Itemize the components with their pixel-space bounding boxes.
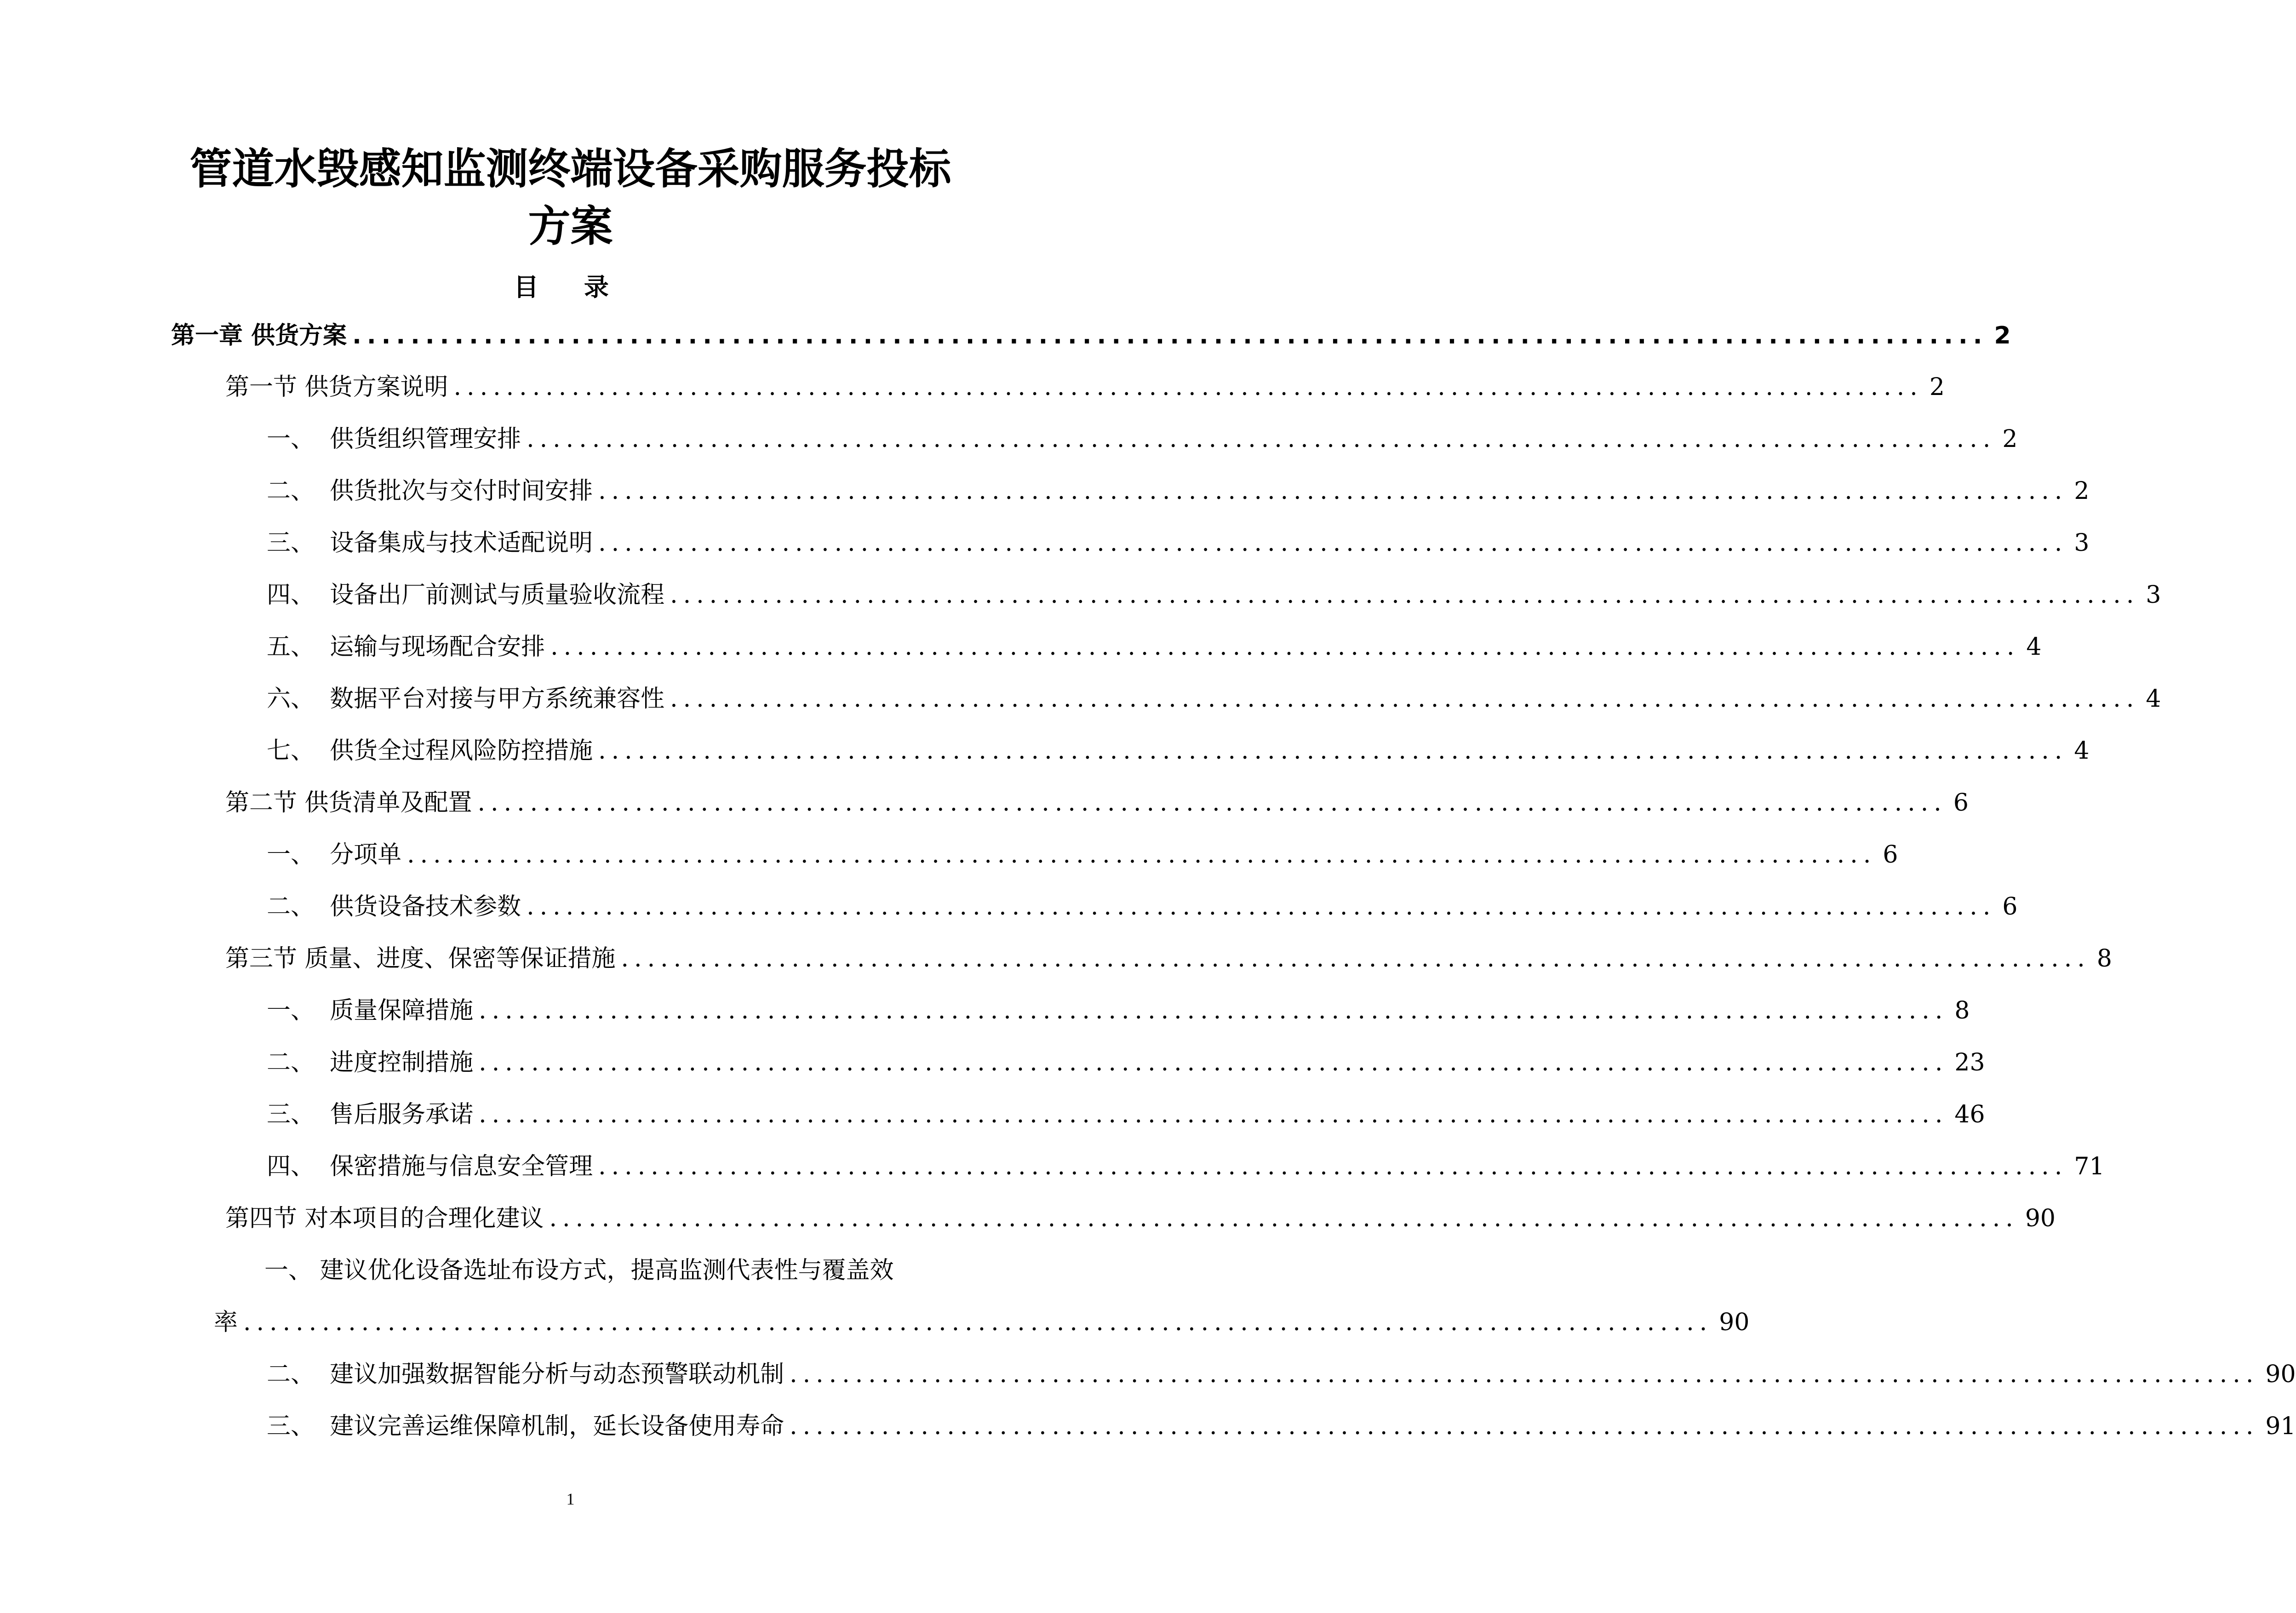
toc-entry-number: 三、 [267, 1101, 330, 1128]
toc-entry-item-continuation[interactable] [214, 1304, 1750, 1341]
toc-entry-label-continued: 率 [214, 1309, 238, 1336]
toc-dot-leader: ................................................................................................................ [477, 789, 1947, 817]
toc-entry-number: 五、 [267, 633, 330, 661]
toc-entry-item[interactable] [267, 888, 2018, 925]
toc-entry-page: 8 [2096, 945, 2112, 972]
toc-dot-leader: ................................................................................................................ [598, 477, 2068, 505]
toc-entry-number: 二、 [267, 893, 330, 921]
toc-dot-leader: ................................................................................................................ [670, 581, 2140, 609]
toc-entry-item[interactable] [267, 629, 2042, 665]
toc-dot-leader: ................................................................................................................ [598, 529, 2068, 557]
toc-entry-label: 第一章 供货方案 [171, 322, 347, 349]
toc-entry-label: 建议完善运维保障机制，延长设备使用寿命 [330, 1413, 784, 1440]
toc-entry-page: 6 [2002, 893, 2018, 921]
toc-entry-item[interactable] [267, 681, 2161, 717]
toc-entry-page: 6 [1883, 841, 1898, 869]
toc-dot-leader: ................................................................................................................ [243, 1309, 1713, 1336]
toc-entry-label: 第三节 质量、进度、保密等保证措施 [225, 945, 616, 972]
toc-entry-number: 四、 [267, 581, 330, 609]
toc-entry-item[interactable] [267, 1356, 2296, 1393]
toc-entry-section[interactable] [225, 1200, 2056, 1237]
toc-entry-page: 4 [2026, 633, 2042, 661]
toc-entry-page: 90 [2025, 1205, 2056, 1232]
document-title-line-1: 管道水毁感知监测终端设备采购服务投标 [189, 144, 951, 194]
toc-entry-number: 二、 [267, 1361, 330, 1388]
toc-dot-leader: ................................................................................................................ [549, 1205, 2019, 1232]
toc-entry-section[interactable] [225, 784, 1969, 821]
toc-entry-page: 4 [2074, 737, 2090, 765]
toc-entry-label: 质量保障措施 [330, 997, 474, 1024]
toc-entry-page: 2 [1929, 373, 1945, 401]
toc-entry-item[interactable] [267, 473, 2090, 509]
toc-dot-leader: ................................................................................................................ [479, 1049, 1948, 1076]
toc-dot-leader: ................................................................................................................ [598, 1153, 2068, 1180]
toc-entry-item[interactable] [267, 1044, 1985, 1081]
toc-entry-page: 2 [1994, 322, 2011, 349]
toc-entry-label: 建议加强数据智能分析与动态预警联动机制 [330, 1361, 784, 1388]
toc-entry-item-wrapped[interactable] [264, 1252, 973, 1289]
toc-entry-number: 一、 [267, 997, 330, 1024]
toc-entry-page: 90 [2265, 1361, 2296, 1388]
toc-entry-item[interactable] [267, 1408, 2296, 1445]
toc-dot-leader: ................................................................................................................ [527, 893, 1996, 921]
toc-entry-label: 售后服务承诺 [330, 1101, 474, 1128]
toc-entry-chapter[interactable] [171, 317, 2011, 354]
toc-entry-item[interactable] [267, 992, 1970, 1029]
toc-entry-number: 一、 [267, 841, 330, 869]
toc-entry-label: 数据平台对接与甲方系统兼容性 [330, 685, 665, 713]
toc-dot-leader: ................................................................................................................ [479, 1101, 1948, 1128]
toc-entry-section[interactable] [225, 369, 1945, 406]
toc-entry-item[interactable] [267, 525, 2090, 561]
toc-entry-item[interactable] [267, 732, 2090, 769]
toc-entry-page: 90 [1719, 1309, 1750, 1336]
toc-entry-page: 8 [1954, 997, 1970, 1024]
toc-entry-number: 七、 [267, 737, 330, 765]
toc-entry-page: 71 [2074, 1153, 2105, 1180]
toc-dot-leader: ................................................................................................................ [479, 997, 1948, 1024]
toc-dot-leader: ................................................................................................................ [352, 322, 1988, 349]
toc-entry-label: 第一节 供货方案说明 [225, 373, 448, 401]
toc-entry-label: 运输与现场配合安排 [330, 633, 545, 661]
toc-entry-page: 6 [1953, 789, 1969, 817]
toc-entry-number: 二、 [267, 477, 330, 505]
toc-entry-number: 六、 [267, 685, 330, 713]
toc-dot-leader: ................................................................................................................ [670, 685, 2140, 713]
toc-entry-label: 供货全过程风险防控措施 [330, 737, 593, 765]
toc-entry-page: 23 [1954, 1049, 1985, 1076]
toc-dot-leader: ................................................................................................................ [790, 1361, 2259, 1388]
toc-entry-label: 第二节 供货清单及配置 [225, 789, 472, 817]
toc-entry-label: 设备集成与技术适配说明 [330, 529, 593, 557]
toc-entry-page: 3 [2146, 581, 2161, 609]
toc-entry-number: 一、 [264, 1257, 320, 1284]
toc-dot-leader: ................................................................................................................ [453, 373, 1923, 401]
toc-entry-label: 第四节 对本项目的合理化建议 [225, 1205, 544, 1232]
toc-entry-item[interactable] [267, 577, 2161, 613]
toc-entry-item[interactable] [267, 836, 1898, 873]
page-number: 1 [566, 1490, 575, 1508]
toc-entry-label: 建议优化设备选址布设方式，提高监测代表性与覆盖效 [320, 1257, 894, 1284]
toc-entry-page: 3 [2074, 529, 2090, 557]
toc-entry-item[interactable] [267, 1148, 2105, 1185]
toc-dot-leader: ................................................................................................................ [598, 737, 2068, 765]
toc-dot-leader: ................................................................................................................ [550, 633, 2020, 661]
toc-dot-leader: ................................................................................................................ [407, 841, 1877, 869]
toc-dot-leader: ................................................................................................................ [527, 425, 1996, 453]
toc-entry-page: 4 [2146, 685, 2161, 713]
toc-dot-leader: ................................................................................................................ [621, 945, 2090, 972]
document-title-line-2: 方案 [528, 202, 613, 251]
toc-entry-page: 2 [2002, 425, 2018, 453]
toc-dot-leader: ................................................................................................................ [790, 1413, 2259, 1440]
toc-entry-label: 供货设备技术参数 [330, 893, 521, 921]
toc-entry-number: 二、 [267, 1049, 330, 1076]
toc-entry-number: 一、 [267, 425, 330, 453]
toc-entry-number: 三、 [267, 529, 330, 557]
toc-entry-label: 保密措施与信息安全管理 [330, 1153, 593, 1180]
toc-entry-page: 2 [2074, 477, 2090, 505]
toc-entry-number: 三、 [267, 1413, 330, 1440]
toc-entry-page: 46 [1954, 1101, 1985, 1128]
toc-entry-label: 供货批次与交付时间安排 [330, 477, 593, 505]
toc-entry-page: 91 [2265, 1413, 2296, 1440]
toc-entry-number: 四、 [267, 1153, 330, 1180]
toc-heading: 目 录 [514, 273, 627, 302]
toc-entry-label: 设备出厂前测试与质量验收流程 [330, 581, 665, 609]
toc-entry-label: 供货组织管理安排 [330, 425, 521, 453]
toc-entry-item[interactable] [267, 421, 2018, 458]
toc-entry-item[interactable] [267, 1096, 1985, 1133]
toc-entry-section[interactable] [225, 940, 2112, 977]
toc-entry-label: 进度控制措施 [330, 1049, 474, 1076]
toc-entry-label: 分项单 [330, 841, 402, 869]
